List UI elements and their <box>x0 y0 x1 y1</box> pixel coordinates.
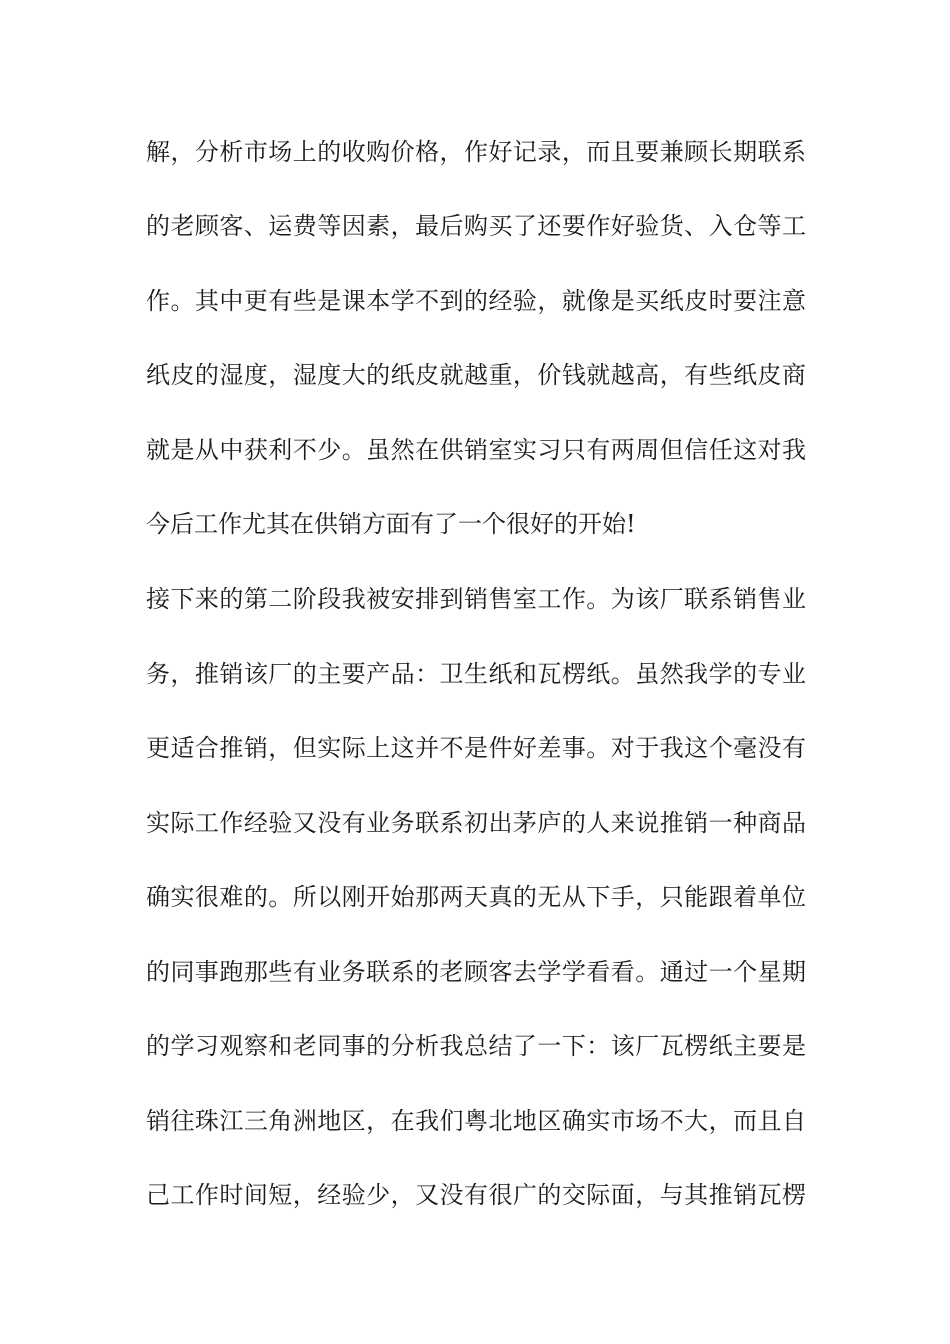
text-line: 销往珠江三角洲地区，在我们粤北地区确实市场不大，而且自 <box>146 1107 806 1135</box>
text-line: 作。其中更有些是课本学不到的经验，就像是买纸皮时要注意 <box>146 287 806 315</box>
text-line: 解，分析市场上的收购价格，作好记录，而且要兼顾长期联系 <box>146 138 806 166</box>
text-line: 务，推销该厂的主要产品：卫生纸和瓦楞纸。虽然我学的专业 <box>146 660 806 688</box>
text-line: 实际工作经验又没有业务联系初出茅庐的人来说推销一种商品 <box>146 809 806 837</box>
text-line: 的同事跑那些有业务联系的老顾客去学学看看。通过一个星期 <box>146 958 806 986</box>
text-line: 就是从中获利不少。虽然在供销室实习只有两周但信任这对我 <box>146 436 806 464</box>
text-line: 己工作时间短，经验少，又没有很广的交际面，与其推销瓦楞 <box>146 1181 806 1209</box>
text-line: 更适合推销，但实际上这并不是件好差事。对于我这个毫没有 <box>146 734 806 762</box>
text-line: 的学习观察和老同事的分析我总结了一下：该厂瓦楞纸主要是 <box>146 1032 806 1060</box>
text-line: 接下来的第二阶段我被安排到销售室工作。为该厂联系销售业 <box>146 585 806 613</box>
text-line: 确实很难的。所以刚开始那两天真的无从下手，只能跟着单位 <box>146 883 806 911</box>
text-line: 的老顾客、运费等因素，最后购买了还要作好验货、入仓等工 <box>146 212 806 240</box>
text-line: 纸皮的湿度，湿度大的纸皮就越重，价钱就越高，有些纸皮商 <box>146 361 806 389</box>
text-line: 今后工作尤其在供销方面有了一个很好的开始! <box>146 510 636 538</box>
